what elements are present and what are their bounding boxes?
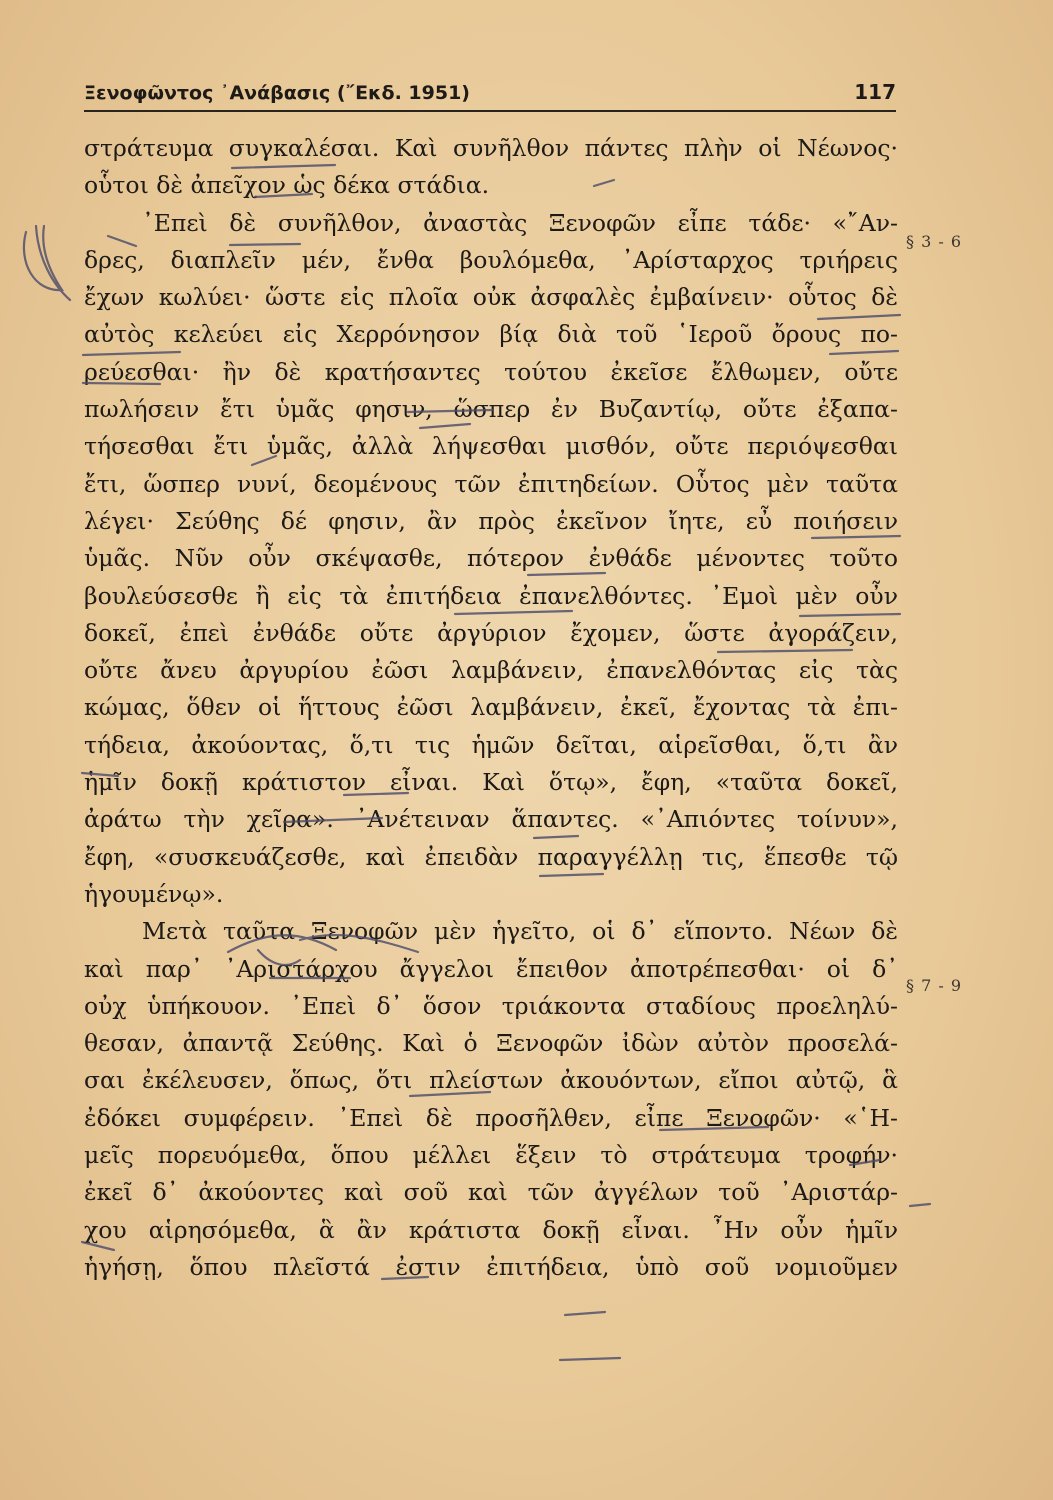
- text-line: θεσαν, ἀπαντᾷ Σεύθης. Καὶ ὁ Ξενοφῶν ἰδὼν αὐτὸν προσελά-: [84, 1029, 898, 1058]
- text-line: πωλήσειν ἔτι ὑμᾶς φησιν, ὥσπερ ἐν Βυζαντίῳ, οὔτε ἐξαπα-: [84, 395, 898, 424]
- text-line: κώμας, ὅθεν οἱ ἥττους ἐῶσι λαμβάνειν, ἐκεῖ, ἔχοντας τὰ ἐπι-: [84, 693, 898, 722]
- page-body: [84, 130, 898, 1286]
- handwritten-mark-icon: [24, 226, 70, 300]
- text-line: ἐκεῖ δ᾿ ἀκούοντες καὶ σοῦ καὶ τῶν ἀγγέλων τοῦ ᾿Αριστάρ-: [84, 1178, 898, 1207]
- text-line: ἀράτω τὴν χεῖρα». ᾿Ανέτειναν ἅπαντες. «᾿Απιόντες τοίνυν»,: [84, 805, 898, 834]
- book-title: Ξενοφῶντος ᾿Ανάβασις (῎Εκδ. 1951): [84, 82, 470, 104]
- text-line: ἔχων κωλύει· ὥστε εἰς πλοῖα οὐκ ἀσφαλὲς ἐμβαίνειν· οὗτος δὲ: [84, 283, 898, 312]
- text-line: ρεύεσθαι· ἢν δὲ κρατήσαντες τούτου ἐκεῖσε ἔλθωμεν, οὔτε: [84, 357, 898, 386]
- page-number: 117: [854, 80, 896, 104]
- text-line: αὐτὸς κελεύει εἰς Χερρόνησον βίᾳ διὰ τοῦ ῾Ιεροῦ ὄρους πο-: [84, 320, 898, 349]
- section-marker: § 7 - 9: [906, 976, 963, 995]
- text-line: βουλεύσεσθε ἢ εἰς τὰ ἐπιτήδεια ἐπανελθόντες. ᾿Εμοὶ μὲν οὖν: [84, 581, 898, 610]
- header-rule: [84, 110, 896, 112]
- text-line: ἔφη, «συσκευάζεσθε, καὶ ἐπειδὰν παραγγέλλῃ τις, ἕπεσθε τῷ: [84, 842, 898, 871]
- text-line: μεῖς πορευόμεθα, ὅπου μέλλει ἕξειν τὸ στράτευμα τροφήν·: [84, 1141, 898, 1170]
- text-line: χου αἱρησόμεθα, ἃ ἂν κράτιστα δοκῇ εἶναι. ῏Ην οὖν ἡμῖν: [84, 1215, 898, 1244]
- text-line: σαι ἐκέλευσεν, ὅπως, ὅτι πλείστων ἀκουόντων, εἴποι αὐτῷ, ἃ: [84, 1066, 898, 1095]
- text-line: ἔτι, ὥσπερ νυνί, δεομένους τῶν ἐπιτηδείων. Οὗτος μὲν ταῦτα: [84, 469, 898, 498]
- text-line: ἐδόκει συμφέρειν. ᾿Επεὶ δὲ προσῆλθεν, εἶπε Ξενοφῶν· «῾Η-: [84, 1103, 898, 1132]
- text-line: ᾿Επεὶ δὲ συνῆλθον, ἀναστὰς Ξενοφῶν εἶπε τάδε· «῎Αν-: [142, 208, 898, 237]
- text-line: ἡμῖν δοκῇ κράτιστον εἶναι. Καὶ ὅτῳ», ἔφη, «ταῦτα δοκεῖ,: [84, 768, 898, 797]
- text-line: λέγει· Σεύθης δέ φησιν, ἂν πρὸς ἐκεῖνον ἴητε, εὖ ποιήσειν: [84, 506, 898, 535]
- text-line: οὐχ ὑπήκουον. ᾿Επεὶ δ᾿ ὅσον τριάκοντα σταδίους προεληλύ-: [84, 991, 898, 1020]
- running-header: [84, 78, 896, 108]
- text-line: καὶ παρ᾿ ᾿Αριστάρχου ἄγγελοι ἔπειθον ἀποτρέπεσθαι· οἱ δ᾿: [84, 954, 898, 983]
- text-line: τήσεσθαι ἔτι ὑμᾶς, ἀλλὰ λήψεσθαι μισθόν, οὔτε περιόψεσθαι: [84, 432, 898, 461]
- text-line: στράτευμα συγκαλέσαι. Καὶ συνῆλθον πάντες πλὴν οἱ Νέωνος·: [84, 134, 898, 162]
- text-line: δρες, διαπλεῖν μέν, ἔνθα βουλόμεθα, ᾿Αρίσταρχος τριήρεις: [84, 245, 898, 274]
- text-line: Μετὰ ταῦτα Ξενοφῶν μὲν ἡγεῖτο, οἱ δ᾿ εἵποντο. Νέων δὲ: [142, 917, 898, 946]
- text-line: ὑμᾶς. Νῦν οὖν σκέψασθε, πότερον ἐνθάδε μένοντες τοῦτο: [84, 544, 898, 573]
- text-line: ἡγήσῃ, ὅπου πλεῖστά ἐστιν ἐπιτήδεια, ὑπὸ σοῦ νομιοῦμεν: [84, 1252, 898, 1281]
- text-line: ἡγουμένῳ».: [84, 879, 224, 908]
- text-line: οὗτοι δὲ ἀπεῖχον ὡς δέκα στάδια.: [84, 171, 490, 200]
- text-line: οὔτε ἄνευ ἀργυρίου ἐῶσι λαμβάνειν, ἐπανελθόντας εἰς τὰς: [84, 656, 898, 685]
- section-marker: § 3 - 6: [906, 232, 963, 251]
- text-line: τήδεια, ἀκούοντας, ὅ,τι τις ἡμῶν δεῖται, αἱρεῖσθαι, ὅ,τι ἂν: [84, 730, 898, 759]
- text-line: δοκεῖ, ἐπεὶ ἐνθάδε οὔτε ἀργύριον ἔχομεν, ὥστε ἀγοράζειν,: [84, 618, 898, 647]
